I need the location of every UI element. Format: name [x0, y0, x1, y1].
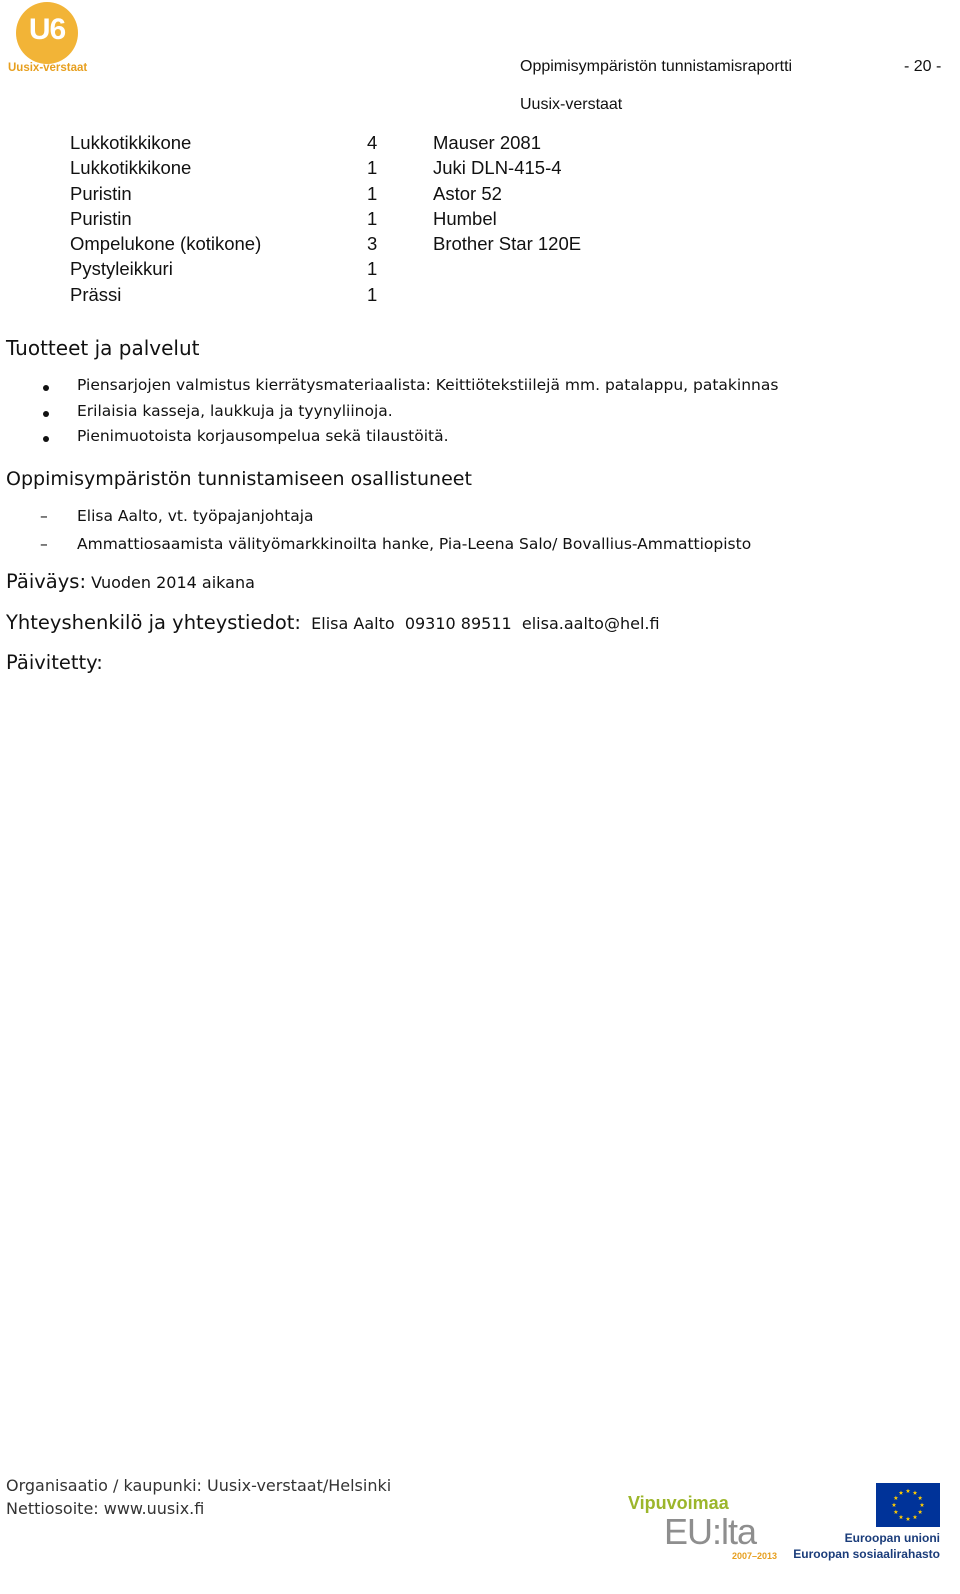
list-item: [40, 402, 778, 428]
contact-label: Yhteyshenkilö ja yhteystiedot:: [6, 611, 301, 634]
equipment-name: Lukkotikkikone: [70, 157, 192, 179]
eu-star-icon: [894, 1510, 899, 1514]
date-value: Vuoden 2014 aikana: [91, 573, 255, 592]
equipment-model: Humbel: [433, 207, 497, 229]
dash-icon: –: [40, 507, 48, 525]
eu-flag-icon: [876, 1483, 940, 1527]
eu-star-icon: [913, 1490, 918, 1494]
list-item: [40, 507, 751, 535]
eu-star-icon: [906, 1489, 911, 1493]
vipuvoimaa-line2: EU:lta: [664, 1511, 757, 1552]
products-heading: Tuotteet ja palvelut: [6, 336, 200, 360]
list-item: [40, 427, 778, 453]
vipuvoimaa-years: 2007–2013: [732, 1551, 778, 1561]
equipment-count: 1: [367, 283, 378, 305]
list-item-text: Elisa Aalto, vt. työpajanjohtaja: [77, 507, 314, 525]
contact-email: elisa.aalto@hel.fi: [521, 614, 660, 633]
logo-mark: U6: [28, 13, 66, 46]
equipment-model: Astor 52: [433, 182, 502, 204]
equipment-name: Prässi: [70, 283, 122, 305]
vipuvoimaa-line1: Vipuvoimaa: [628, 1493, 729, 1513]
eu-star-icon: [913, 1515, 918, 1519]
eu-logo: [793, 1483, 946, 1567]
eu-star-icon: [892, 1503, 897, 1507]
updated-row: [6, 651, 103, 674]
equipment-model: Brother Star 120E: [433, 233, 582, 255]
equipment-model: Mauser 2081: [433, 132, 541, 153]
report-title: Oppimisympäristön tunnistamisraportti: [520, 58, 793, 75]
list-item-text: Erilaisia kasseja, laukkuja ja tyynyliinoja.: [77, 401, 393, 420]
participants-heading: Oppimisympäristön tunnistamiseen osallistuneet: [6, 468, 472, 490]
eu-star-icon: [920, 1503, 925, 1507]
eu-star-icon: [906, 1517, 911, 1521]
equipment-count: 3: [367, 233, 378, 255]
contact-phone: 09310 89511: [404, 614, 512, 633]
equipment-count: 4: [367, 132, 378, 153]
eu-fund-label: Euroopan sosiaalirahasto: [793, 1547, 940, 1561]
equipment-name: Pystyleikkuri: [70, 258, 173, 280]
page-number: - 20 -: [904, 58, 942, 75]
list-item-text: Piensarjojen valmistus kierrätysmateriaalista: Keittiötekstiilejä mm. patalappu, patakinnas: [77, 376, 779, 394]
list-item: [40, 376, 778, 402]
participants-list: [40, 507, 751, 563]
equipment-name: Lukkotikkikone: [70, 132, 192, 153]
contact-row: [6, 611, 660, 634]
date-row: [6, 570, 255, 593]
equipment-count: 1: [367, 157, 378, 179]
dash-icon: –: [40, 535, 48, 553]
eu-union-label: Euroopan unioni: [844, 1531, 940, 1545]
equipment-count: 1: [367, 182, 378, 204]
eu-star-icon: [894, 1496, 899, 1500]
equipment-name: Puristin: [70, 207, 132, 229]
list-item-text: Pienimuotoista korjausompelua sekä tilaustöitä.: [77, 427, 449, 445]
bullet-icon: [43, 385, 49, 391]
contact-name: Elisa Aalto: [311, 614, 395, 633]
footer-organization: Organisaatio / kaupunki: Uusix-verstaat/Helsinki: [6, 1476, 392, 1495]
eu-star-icon: [918, 1510, 923, 1514]
uusix-logo: [8, 2, 90, 74]
list-item-text: Ammattiosaamista välityömarkkinoilta hanke, Pia-Leena Salo/ Bovallius-Ammattiopisto: [77, 535, 752, 553]
bullet-icon: [43, 411, 49, 417]
date-label: Päiväys:: [6, 570, 87, 593]
equipment-count: 1: [367, 207, 378, 229]
footer-website: Nettiosoite: www.uusix.fi: [6, 1499, 205, 1518]
equipment-count: 1: [367, 258, 378, 280]
equipment-name: Ompelukone (kotikone): [70, 233, 262, 255]
header-organization: Uusix-verstaat: [520, 96, 623, 113]
updated-label: Päivitetty:: [6, 651, 103, 674]
logo-wordmark: Uusix-verstaat: [8, 62, 88, 74]
list-item: [40, 535, 751, 563]
eu-stars-icon: [876, 1483, 940, 1527]
vipuvoimaa-logo: [628, 1493, 788, 1563]
eu-star-icon: [918, 1496, 923, 1500]
bullet-icon: [43, 436, 49, 442]
equipment-model: Juki DLN-415-4: [433, 157, 562, 179]
products-list: [40, 376, 778, 453]
equipment-name: Puristin: [70, 182, 132, 204]
eu-star-icon: [899, 1490, 904, 1494]
eu-star-icon: [899, 1515, 904, 1519]
